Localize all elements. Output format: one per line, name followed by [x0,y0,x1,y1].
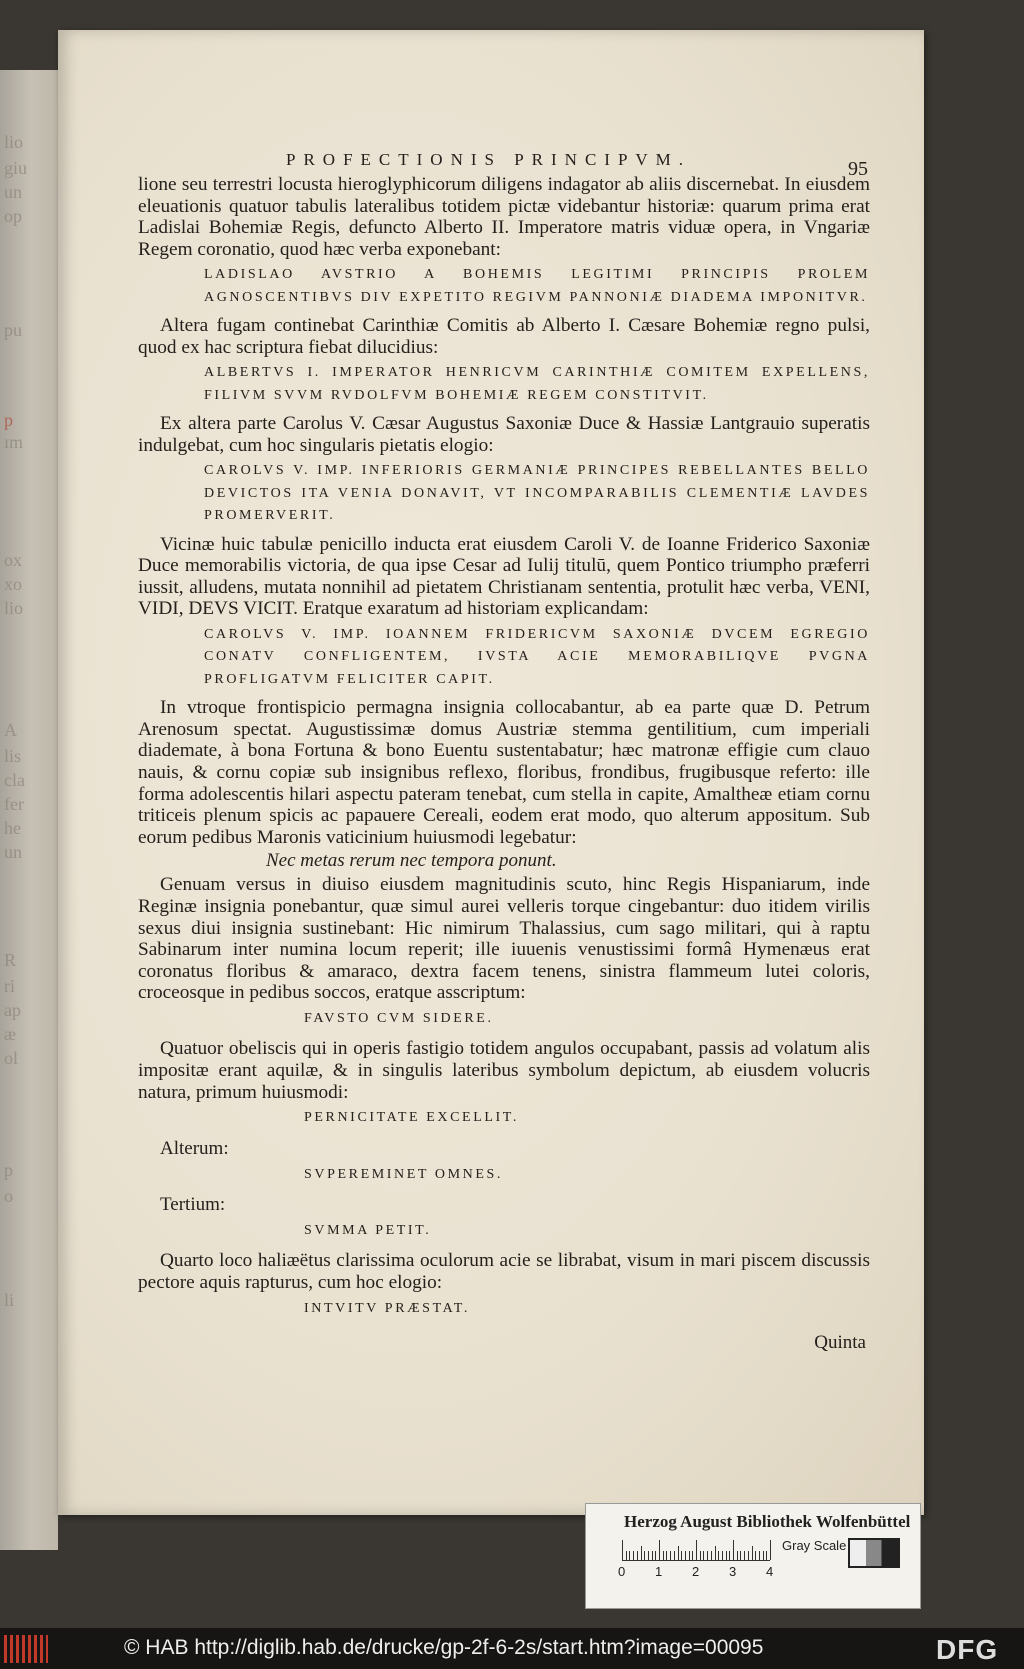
library-name: Herzog August Bibliothek Wolfenbüttel [624,1512,911,1531]
ruler-tick [729,1551,730,1560]
gray-scale-patch [848,1538,900,1568]
page-number: 95 [848,158,868,180]
paragraph: Quatuor obeliscis qui in operis fastigio totidem angulos occupabant, passis ad volatum alis impositæ erant aquilæ, & in singulis lateribus symbolum depictum, ab eiusdem volucris natura, primum huiusmodi: [138,1038,870,1103]
ruler-tick [626,1551,627,1560]
scale-ruler [622,1540,770,1561]
dfg-logo: DFG [936,1634,999,1665]
ruler-tick [733,1540,734,1560]
ruler-tick [644,1551,645,1560]
ruler-number: 4 [766,1564,774,1579]
barcode-icon [4,1635,48,1663]
gray-scale-label: Gray Scale [782,1538,847,1553]
ruler-tick [696,1540,697,1560]
running-head [286,150,870,180]
ruler-tick [759,1551,760,1560]
motto: INTVITV PRÆSTAT. [304,1300,470,1316]
motto: SVPEREMINET OMNES. [304,1166,504,1182]
ruler-tick [737,1551,738,1560]
ruler-tick [659,1540,660,1560]
copyright-url[interactable]: © HAB http://diglib.hab.de/drucke/gp-2f-6-2s/start.htm?image=00095 [124,1636,764,1659]
ruler-tick [670,1551,671,1560]
ruler-tick [641,1546,642,1560]
ruler-number: 2 [692,1564,700,1579]
ruler-tick [685,1551,686,1560]
paragraph: lione seu terrestri locusta hieroglyphicorum diligens indagator ab aliis discernebat. In eiusdem eleuationis quatuor tabulis lateralibus totidem pictæ videbantur historiæ: quarum prima erat Ladislai Bohemiæ Regis, defuncto Alberto II. Imperatore matris viduæ opera, in Vngariæ Regem coronatio, quod hæc verba exponebant: [138,174,870,260]
inscription: CAROLVS V. IMP. IOANNEM FRIDERICVM SAXONIÆ DVCEM EGREGIO CONATV CONFLIGENTEM, IVSTA ACIE MEMORABILIQVE PVGNA PROFLIGATVM FELICITER CAPIT. [204,626,870,687]
ruler-number: 0 [618,1564,626,1579]
ruler-tick [726,1551,727,1560]
ruler-tick [655,1551,656,1560]
footer-bar [0,1628,1024,1669]
ruler-tick [740,1551,741,1560]
ruler-tick [744,1551,745,1560]
ruler-tick [707,1551,708,1560]
library-color-card [585,1503,921,1609]
catchword: Quinta [814,1331,866,1353]
paragraph: Altera fugam continebat Carinthiæ Comitis ab Alberto I. Cæsare Bohemiæ regno pulsi, quod ex hac scriptura fiebat dilucidius: [138,315,870,358]
ruler-tick [666,1551,667,1560]
motto: PERNICITATE EXCELLIT. [304,1110,519,1126]
ruler-tick [755,1551,756,1560]
ruler-tick [622,1540,623,1560]
paragraph: In vtroque frontispicio permagna insignia collocabantur, ab ea parte quæ D. Petrum Arenosum spectat. Augustissimæ domus Austriæ stemma gentilitium, cum imperiali diademate, à bona Fortuna & bono Euentu sustentabatur; hæc matronæ effigie cum clauo nauis, & cornu copiæ sub insignibus reflexo, floribus, frondibus, frugibusque referto: ille forma adolescentis hilari aspectu pateram tenebat, cum stella in capite, Amaltheæ etiam cornu triticeis plenum spicis ac papauere Cereali, eodem erat modo, quo alterum appositum. Sub eorum pedibus Maronis vaticinium huiusmodi legebatur: [138,697,870,848]
paragraph: Vicinæ huic tabulæ penicillo inducta erat eiusdem Caroli V. de Ioanne Friderico Saxoniæ Duce memorabilis victoria, de qua ipse Cesar ad Iulij titulū, quem Pontico triumpho præferri iussit, alludens, mutata nonnihil ad pietatem Christianam sententia, protulit hæc verba, VENI, VIDI, DEVS VICIT. Eratque exaratum ad historiam explicandam: [138,533,870,620]
ruler-tick [678,1546,679,1560]
ruler-tick [648,1551,649,1560]
ruler-tick [637,1551,638,1560]
inscription: LADISLAO AVSTRIO A BOHEMIS LEGITIMI PRINCIPIS PROLEM AGNOSCENTIBVS DIV EXPETITO REGIVM PANNONIÆ DIADEMA IMPONITVR. [204,267,870,305]
ruler-tick [770,1540,771,1560]
ruler-tick [711,1551,712,1560]
paragraph: Genuam versus in diuiso eiusdem magnitudinis scuto, hinc Regis Hispaniarum, inde Reginæ insignia ponebantur, quæ simul aurei velleris torque cingebantur: duo itidem virilis sexus diui insignia sustinebant: Hic nimirum Thalassius, cum sago militari, qui à raptu Sabinarum inter numina locum reperit; ille iuuenis venustissimi formâ Hymenæus erat coronatus floribus & amaraco, dextra facem tenens, sinistra flammeum lutei coloris, croceosque in pedibus soccos, eratque asscriptum: [138,874,870,1004]
symbol-label: Alterum: [160,1137,229,1159]
ruler-tick [703,1551,704,1560]
ruler-tick [633,1551,634,1560]
page-text [138,150,870,1354]
inscription: CAROLVS V. IMP. INFERIORIS GERMANIÆ PRINCIPES REBELLANTES BELLO DEVICTOS ITA VENIA DONAVIT, VT INCOMPARABILIS CLEMENTIÆ LAVDES PROMERVERIT. [204,463,870,524]
ruler-tick [766,1551,767,1560]
running-head-title: PROFECTIONIS PRINCIPVM. [286,150,692,169]
motto: FAVSTO CVM SIDERE. [304,1010,494,1026]
verse-line: Nec metas rerum nec tempora ponunt. [266,850,557,872]
ruler-tick [663,1551,664,1560]
ruler-tick [674,1551,675,1560]
ruler-number: 1 [655,1564,663,1579]
ruler-tick [689,1551,690,1560]
ruler-tick [718,1551,719,1560]
ruler-number: 3 [729,1564,737,1579]
text-blocks [138,174,870,1320]
book-page [58,30,924,1515]
ruler-tick [629,1551,630,1560]
ruler-tick [752,1546,753,1560]
motto: SVMMA PETIT. [304,1222,432,1238]
ruler-tick [700,1551,701,1560]
ruler-tick [681,1551,682,1560]
symbol-label: Tertium: [160,1193,226,1215]
ruler-tick [692,1551,693,1560]
paragraph: Ex altera parte Carolus V. Cæsar Augustus Saxoniæ Duce & Hassiæ Lantgrauio superatis indulgebat, cum hoc singularis pietatis elogio: [138,413,870,456]
ruler-tick [715,1546,716,1560]
ruler-tick [652,1551,653,1560]
previous-page-edge: lio giu un op pu p ım ox xo lio A lis cla fer he un R ri ap æ ol p o li [0,70,58,1550]
ruler-tick [748,1551,749,1560]
ruler-tick [722,1551,723,1560]
paragraph: Quarto loco haliæëtus clarissima oculorum acie se librabat, visum in mari piscem discussis pectore aquis rapturus, cum hoc elogio: [138,1250,870,1293]
ruler-tick [763,1551,764,1560]
inscription: ALBERTVS I. IMPERATOR HENRICVM CARINTHIÆ COMITEM EXPELLENS, FILIVM SVVM RVDOLFVM BOHEMIÆ REGEM CONSTITVIT. [204,365,870,403]
